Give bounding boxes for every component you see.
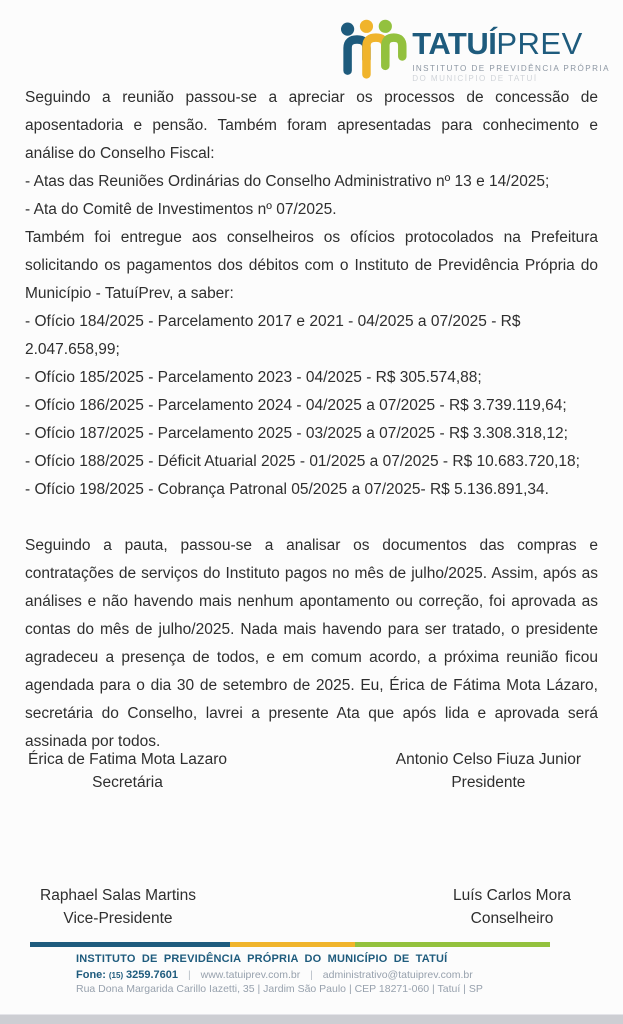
- signature-role: Conselheiro: [470, 910, 554, 927]
- tatuiprev-logo: [341, 14, 610, 81]
- paragraph-oficios-intro: Também foi entregue aos conselheiros os ofícios protocolados na Prefeitura solicitando os pagamentos dos débitos com o Instituto de Previdência Própria do Município - TatuíPrev, a saber:: [25, 229, 598, 302]
- footer-contact-line: [76, 969, 483, 981]
- logo-tagline-line1: INSTITUTO DE PREVIDÊNCIA PRÓPRIA: [412, 64, 610, 73]
- email-text: administrativo@tatuiprev.com.br: [322, 969, 473, 981]
- footer-contact-block: [76, 953, 483, 995]
- brand-prev: PREV: [496, 26, 583, 61]
- oficio-item: - Ofício 184/2025 - Parcelamento 2017 e 2021 - 04/2025 a 07/2025 - R$ 2.047.658,99;: [25, 313, 521, 358]
- signature-vice-presidente: [40, 884, 196, 930]
- footer-address-line: Rua Dona Margarida Carillo Iazetti, 35 | Jardim São Paulo | CEP 18271-060 | Tatuí | SP: [76, 983, 483, 995]
- paragraph-processos: Seguindo a reunião passou-se a apreciar os processos de concessão de aposentadoria e pensão. Também foram apresentadas para conhecimento e análise do Conselho Fiscal:: [25, 89, 598, 162]
- signature-name: Luís Carlos Mora: [452, 887, 571, 904]
- ata-item: - Atas das Reuniões Ordinárias do Conselho Administrativo nº 13 e 14/2025;: [25, 173, 550, 190]
- signature-secretaria: [28, 748, 227, 794]
- signature-role: Presidente: [451, 774, 526, 791]
- signature-row-1: [0, 748, 623, 794]
- footer-institute-name: INSTITUTO DE PREVIDÊNCIA PRÓPRIA DO MUNICÍPIO DE TATUÍ: [76, 953, 448, 965]
- phone-label: Fone:: [76, 969, 106, 981]
- tricolor-divider-bar: [30, 942, 550, 947]
- paragraph-encerramento: Seguindo a pauta, passou-se a analisar os documentos das compras e contratações de serviços do Instituto pagos no mês de julho/2025. Assim, após as análises e não havendo mais nenhum apontamento ou correção, foi aprovada as contas do mês de julho/2025. Nada mais havendo para ser tratado, o presidente agradeceu a presença de todos, e em comum acordo, a próxima reunião ficou agendada para o dia 30 de setembro de 2025. Eu, Érica de Fátima Mota Lázaro, secretária do Conselho, lavrei a presente Ata que após lida e aprovada será assinada por todos.: [25, 537, 598, 750]
- oficio-item: - Ofício 185/2025 - Parcelamento 2023 - 04/2025 - R$ 305.574,88;: [25, 369, 482, 386]
- signature-presidente: [396, 748, 581, 794]
- bar-green-segment: [355, 942, 550, 947]
- oficios-list: [25, 308, 598, 504]
- bar-yellow-segment: [230, 942, 355, 947]
- oficio-item: - Ofício 188/2025 - Déficit Atuarial 2025 - 01/2025 a 07/2025 - R$ 10.683.720,18;: [25, 453, 580, 470]
- signature-conselheiro: [453, 884, 571, 930]
- signature-name: Antonio Celso Fiuza Junior: [395, 751, 581, 768]
- signature-name: Raphael Salas Martins: [40, 887, 196, 904]
- atas-list: [25, 168, 598, 224]
- phone-number: 3259.7601: [126, 969, 179, 981]
- separator: |: [187, 969, 191, 981]
- minutes-body: [25, 84, 598, 756]
- website-text: www.tatuiprev.com.br: [200, 969, 301, 981]
- oficio-item: - Ofício 198/2025 - Cobrança Patronal 05/2025 a 07/2025- R$ 5.136.891,34.: [25, 481, 549, 498]
- oficio-item: - Ofício 186/2025 - Parcelamento 2024 - 04/2025 a 07/2025 - R$ 3.739.119,64;: [25, 397, 567, 414]
- three-people-icon: [341, 16, 407, 80]
- signature-name: Érica de Fatima Mota Lazaro: [28, 751, 228, 768]
- brand-tatui: TATUÍ: [412, 26, 497, 61]
- signature-role: Vice-Presidente: [63, 910, 173, 927]
- logo-tagline-line2: DO MUNICÍPIO DE TATUÍ: [412, 74, 538, 81]
- logo-text-block: [412, 14, 610, 81]
- brand-wordmark: [412, 28, 610, 60]
- ata-item: - Ata do Comitê de Investimentos nº 07/2025.: [25, 201, 337, 218]
- viewer-page-edge: [0, 1014, 623, 1024]
- bar-blue-segment: [30, 942, 230, 947]
- signature-row-2: [0, 884, 623, 930]
- signature-role: Secretária: [92, 774, 163, 791]
- separator: |: [310, 969, 313, 981]
- oficio-item: - Ofício 187/2025 - Parcelamento 2025 - 03/2025 a 07/2025 - R$ 3.308.318,12;: [25, 425, 568, 442]
- phone-area-code: (15): [108, 971, 124, 980]
